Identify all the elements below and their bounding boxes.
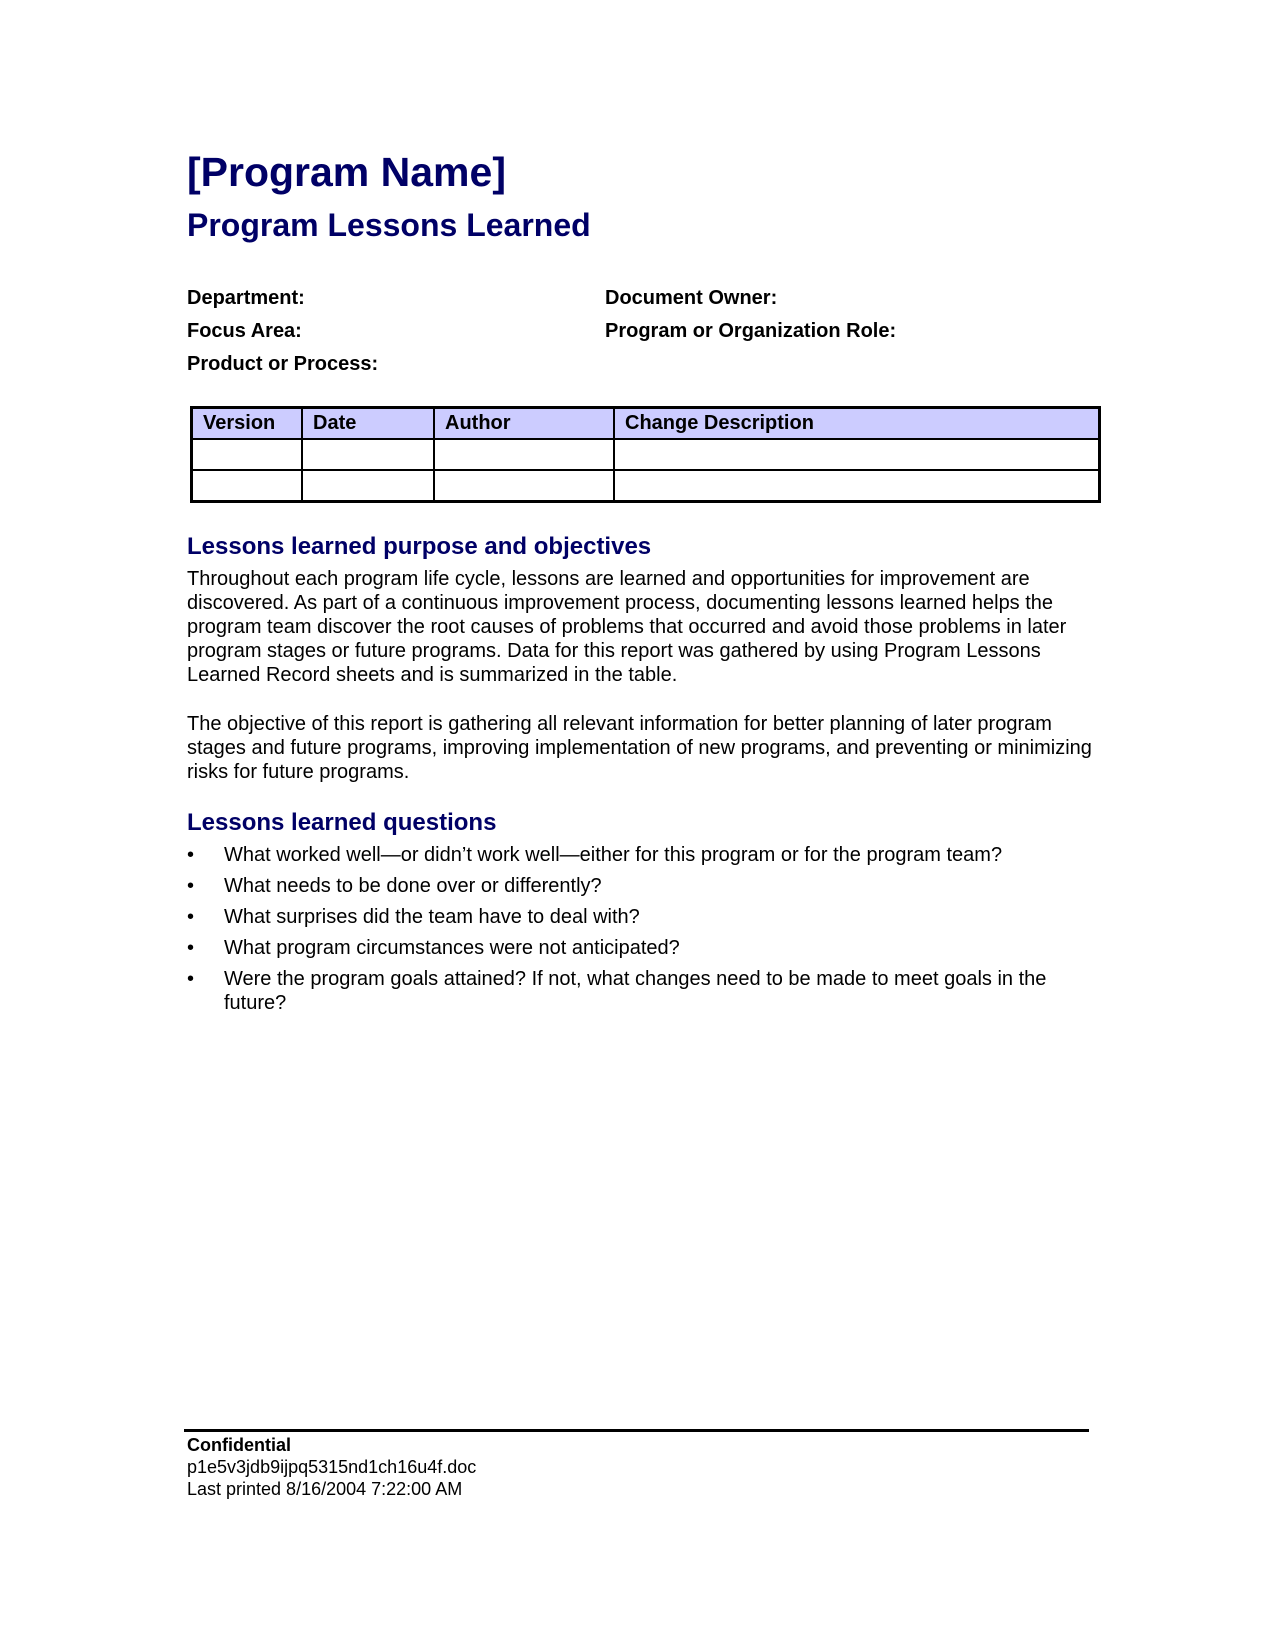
question-text: What worked well—or didn’t work well—either for this program or for the program team? [224, 844, 1003, 866]
document-title: [Program Name] [187, 149, 506, 195]
footer-divider [184, 1429, 1089, 1432]
document-metadata [187, 287, 1087, 386]
footer-last-printed: Last printed 8/16/2004 7:22:00 AM [187, 1479, 463, 1499]
list-item [187, 874, 1097, 898]
cell-version [192, 470, 303, 502]
header-change-description: Change Description [614, 408, 1100, 440]
list-item [187, 936, 1097, 960]
meta-row [187, 353, 1087, 386]
table-row [192, 439, 1100, 470]
page-footer [187, 1434, 476, 1500]
meta-row [187, 287, 1087, 320]
bullet-icon: • [187, 937, 195, 959]
cell-date [302, 470, 434, 502]
table-row [192, 470, 1100, 502]
product-or-process-label: Product or Process: [187, 353, 379, 375]
header-version: Version [192, 408, 303, 440]
cell-change-description [614, 439, 1100, 470]
cell-author [434, 470, 614, 502]
header-author: Author [434, 408, 614, 440]
purpose-paragraph-2: The objective of this report is gathering all relevant information for better planning of later program stages and future programs, improving implementation of new programs, and preventing or minimizing risks for future programs. [187, 713, 1092, 783]
department-label: Department: [187, 287, 305, 309]
table-header-row [192, 408, 1100, 440]
question-text: What program circumstances were not anticipated? [224, 937, 680, 959]
meta-row [187, 320, 1087, 353]
purpose-heading: Lessons learned purpose and objectives [187, 533, 652, 560]
cell-change-description [614, 470, 1100, 502]
question-text: Were the program goals attained? If not, what changes need to be made to meet goals in the future? [224, 968, 1047, 1014]
header-date: Date [302, 408, 434, 440]
questions-list [187, 843, 1097, 1022]
role-label: Program or Organization Role: [605, 320, 897, 342]
question-text: What surprises did the team have to deal with? [224, 906, 640, 928]
revision-history-table [190, 406, 1101, 503]
list-item [187, 905, 1097, 929]
purpose-paragraph-1: Throughout each program life cycle, lessons are learned and opportunities for improvement are discovered. As part of a continuous improvement process, documenting lessons learned helps the program team discover the root causes of problems that occurred and avoid those problems in later program stages or future programs. Data for this report was gathered by using Program Lessons Learned Record sheets and is summarized in the table. [187, 568, 1067, 686]
list-item [187, 967, 1097, 1015]
document-owner-label: Document Owner: [605, 287, 778, 309]
confidential-label: Confidential [187, 1435, 291, 1455]
bullet-icon: • [187, 968, 195, 990]
list-item [187, 843, 1097, 867]
bullet-icon: • [187, 906, 195, 928]
bullet-icon: • [187, 875, 195, 897]
cell-version [192, 439, 303, 470]
questions-heading: Lessons learned questions [187, 809, 497, 836]
cell-date [302, 439, 434, 470]
document-subtitle: Program Lessons Learned [187, 207, 591, 243]
question-text: What needs to be done over or differently? [224, 875, 602, 897]
focus-area-label: Focus Area: [187, 320, 302, 342]
footer-filename: p1e5v3jdb9ijpq5315nd1ch16u4f.doc [187, 1457, 477, 1477]
cell-author [434, 439, 614, 470]
bullet-icon: • [187, 844, 195, 866]
